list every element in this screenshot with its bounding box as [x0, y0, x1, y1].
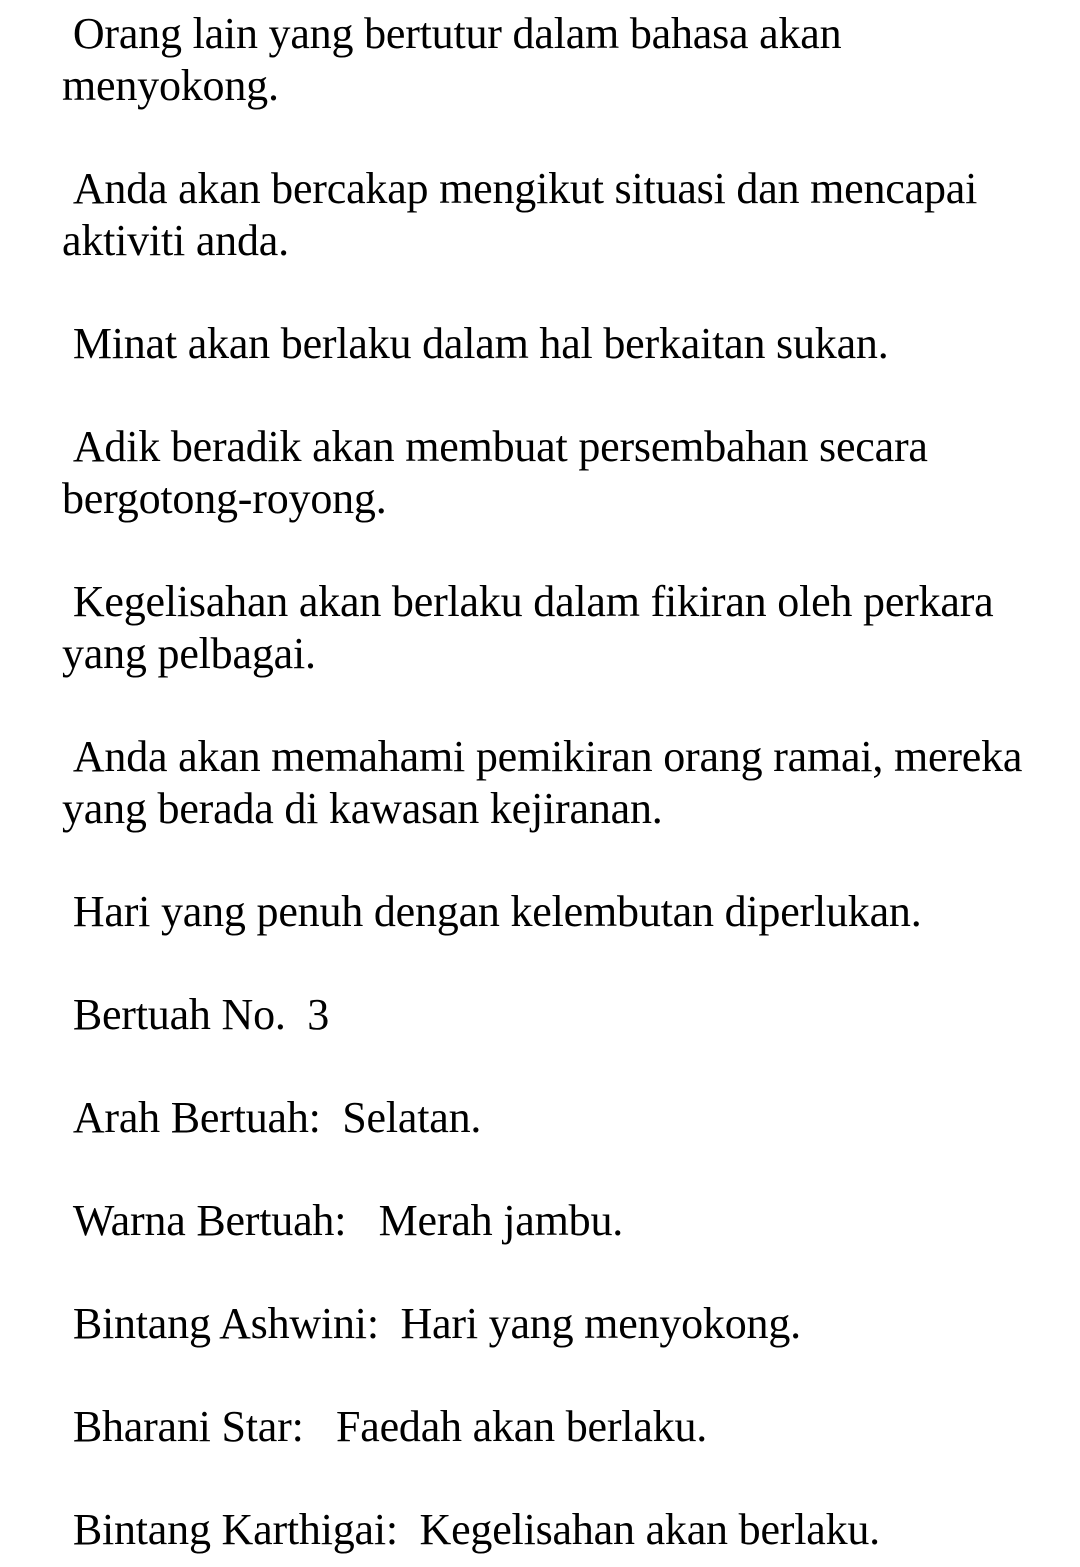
paragraph-7: Hari yang penuh dengan kelembutan diperlukan.	[62, 887, 922, 936]
paragraph-4: Adik beradik akan membuat persembahan secara bergotong-royong.	[62, 422, 939, 523]
paragraph-6: Anda akan memahami pemikiran orang ramai, mereka yang berada di kawasan kejiranan.	[62, 732, 1034, 833]
paragraph-2: Anda akan bercakap mengikut situasi dan mencapai aktiviti anda.	[62, 164, 988, 265]
lucky-direction: Arah Bertuah: Selatan.	[62, 1093, 482, 1142]
paragraph-5: Kegelisahan akan berlaku dalam fikiran oleh perkara yang pelbagai.	[62, 577, 1005, 678]
star-karthigai: Bintang Karthigai: Kegelisahan akan berlaku.	[62, 1505, 880, 1554]
lucky-colour: Warna Bertuah: Merah jambu.	[62, 1196, 624, 1245]
star-bharani: Bharani Star: Faedah akan berlaku.	[62, 1402, 708, 1451]
document-body	[62, 8, 1052, 1556]
lucky-number: Bertuah No. 3	[62, 990, 330, 1039]
star-ashwini: Bintang Ashwini: Hari yang menyokong.	[62, 1299, 801, 1348]
paragraph-3: Minat akan berlaku dalam hal berkaitan sukan.	[62, 319, 889, 368]
paragraph-1: Orang lain yang bertutur dalam bahasa akan menyokong.	[62, 9, 853, 110]
